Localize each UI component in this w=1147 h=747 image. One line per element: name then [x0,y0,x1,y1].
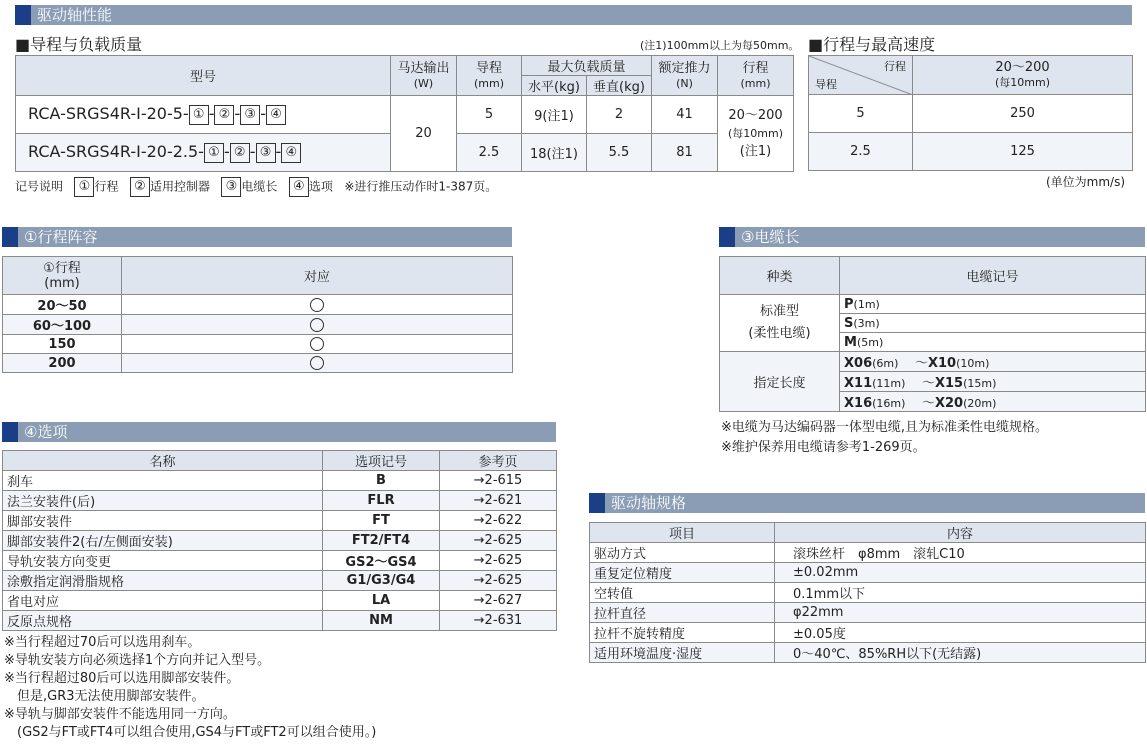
option-page: →2-627 [440,591,557,611]
option-page: →2-615 [440,471,557,491]
option-name: 涂敷指定润滑脂规格 [3,571,323,591]
option-code: FT2/FT4 [323,531,440,551]
option-page: →2-625 [440,531,557,551]
option-note: ※当行程超过80后可以选用脚部安装件。 [4,671,240,686]
section-marker [719,227,735,247]
option-name: 脚部安装件 [3,511,323,531]
model-cell: RCA-SRGS4R-I-20-5- ① - ② - ③ - ④ [16,96,391,134]
cable-type-specified: 指定长度 [720,352,840,412]
option-name: 刹车 [3,471,323,491]
options-table [2,450,557,631]
speed-value: 125 [913,133,1133,171]
option-page: →2-622 [440,511,557,531]
speed-value: 250 [913,95,1133,133]
cable-code: S(3m) [840,314,1146,333]
model-cell: RCA-SRGS4R-I-20-2.5- ① - ② - ③ - ④ [16,134,391,172]
speed-lead: 5 [809,95,913,133]
option-code: LA [323,591,440,611]
section-marker [2,422,18,442]
lead-load-subtitle: ■导程与负载质量 [15,35,143,54]
cable-code: M(5m) [840,333,1146,352]
spec-value: ±0.02mm [775,563,1146,583]
spec-item: 适用环境温度·湿度 [590,643,775,663]
option-name: 导轨安装方向变更 [3,551,323,571]
horizontal-value: 9(注1) [522,96,587,134]
option-code: G1/G3/G4 [323,571,440,591]
option-note: (GS2与FT或FT4可以组合使用,GS4与FT或FT2可以组合使用。) [4,725,377,740]
horizontal-value: 18(注1) [522,134,587,172]
header-vertical: 垂直(kg) [587,76,652,96]
section-header-actuator-performance: 驱动轴性能 [15,5,1132,25]
header-rated-thrust: 额定推力 (N) [652,56,718,96]
section-header-cable-length: ③电缆长 [719,227,1145,247]
option-name: 反原点规格 [3,611,323,631]
circle-icon [310,337,324,351]
option-note: 但是,GR3无法使用脚部安装件。 [4,689,205,704]
supported-mark [122,315,513,335]
header-model: 型号 [16,56,391,96]
speed-unit-note: (单位为mm/s) [1046,175,1126,189]
cable-code-range: X06(6m) ～X10(10m) [840,352,1146,372]
header-cable-code: 电缆记号 [840,257,1146,295]
stroke-speed-subtitle: ■行程与最高速度 [808,35,936,54]
spec-value: 0～40℃、85%RH以下(无结露) [775,643,1146,663]
spec-item: 拉杆直径 [590,603,775,623]
option-page: →2-625 [440,571,557,591]
lead-value: 2.5 [457,134,522,172]
option-name: 法兰安装件(后) [3,491,323,511]
section-marker [589,493,605,513]
thrust-value: 41 [652,96,718,134]
option-code: NM [323,611,440,631]
stroke-value: 20～50 [3,295,122,315]
circle-icon [310,298,324,312]
option-code: B [323,471,440,491]
supported-mark [122,335,513,354]
option-note: ※当行程超过70后可以选用刹车。 [4,635,201,650]
section-header-options: ④选项 [2,422,556,442]
header-max-load: 最大负载质量 [522,56,652,76]
motor-output-value: 20 [391,96,457,172]
cable-note: ※电缆为马达编码器一体型电缆,且为标准柔性电缆规格。 [721,420,1049,435]
thrust-value: 81 [652,134,718,172]
option-name: 脚部安装件2(右/左侧面安装) [3,531,323,551]
header-stroke: 行程 (mm) [718,56,794,96]
header-type: 种类 [720,257,840,295]
cable-code-range: X11(11m) ～X15(15m) [840,372,1146,392]
vertical-value: 5.5 [587,134,652,172]
supported-mark [122,354,513,373]
header-name: 名称 [3,451,323,471]
option-note: ※导轨安装方向必须选择1个方向并记入型号。 [4,653,271,668]
cable-note: ※维护保养用电缆请参考1-269页。 [721,440,926,455]
stroke-lineup-table [2,256,513,373]
header-option-code: 选项记号 [323,451,440,471]
spec-item: 空转值 [590,583,775,603]
spec-value: 0.1mm以下 [775,583,1146,603]
stroke-speed-table [808,55,1133,171]
stroke-value: 150 [3,335,122,354]
header-horizontal: 水平(kg) [522,76,587,96]
header-stroke-lead-diagonal: 行程 导程 [809,56,913,95]
section-header-actuator-spec: 驱动轴规格 [589,493,1145,513]
spec-item: 驱动方式 [590,543,775,563]
option-name: 省电对应 [3,591,323,611]
circle-icon [310,356,324,370]
header-lead: 导程 (mm) [457,56,522,96]
supported-mark [122,295,513,315]
header-support: 对应 [122,257,513,295]
lead-value: 5 [457,96,522,134]
cable-type-standard: 标准型 (柔性电缆) [720,295,840,352]
lead-load-table [15,55,794,172]
option-page: →2-631 [440,611,557,631]
option-page: →2-621 [440,491,557,511]
spec-item: 重复定位精度 [590,563,775,583]
spec-item: 拉杆不旋转精度 [590,623,775,643]
header-ref-page: 参考页 [440,451,557,471]
stroke-value: 200 [3,354,122,373]
header-content: 内容 [775,523,1146,543]
cable-code-range: X16(16m) ～X20(20m) [840,392,1146,412]
header-stroke: ①行程 (mm) [3,257,122,295]
option-code: FLR [323,491,440,511]
option-page: →2-625 [440,551,557,571]
cable-table [719,256,1146,412]
circle-icon [310,318,324,332]
vertical-value: 2 [587,96,652,134]
header-stroke-range: 20～200 (每10mm) [913,56,1133,95]
spec-value: φ22mm [775,603,1146,623]
spec-value: ±0.05度 [775,623,1146,643]
option-code: GS2～GS4 [323,551,440,571]
header-item: 项目 [590,523,775,543]
option-code: FT [323,511,440,531]
stroke-range-value: 20～200 (每10mm) (注1) [718,96,794,172]
section-header-stroke-lineup: ①行程阵容 [2,227,512,247]
spec-value: 滚珠丝杆 φ8mm 滚轧C10 [775,543,1146,563]
section-marker [2,227,18,247]
option-note: ※导轨与脚部安装件不能选用同一方向。 [4,707,236,722]
section-marker [15,5,31,25]
speed-lead: 2.5 [809,133,913,171]
cable-code: P(1m) [840,295,1146,314]
header-motor-output: 马达输出 (W) [391,56,457,96]
lead-load-note: (注1)100mm以上为每50mm。 [640,39,800,52]
actuator-spec-table [589,522,1146,663]
stroke-value: 60～100 [3,315,122,335]
symbol-legend: 记号说明 ① 行程 ② 适用控制器 ③ 电缆长 ④ 选项 ※进行推压动作时1-387页。 [15,177,497,197]
